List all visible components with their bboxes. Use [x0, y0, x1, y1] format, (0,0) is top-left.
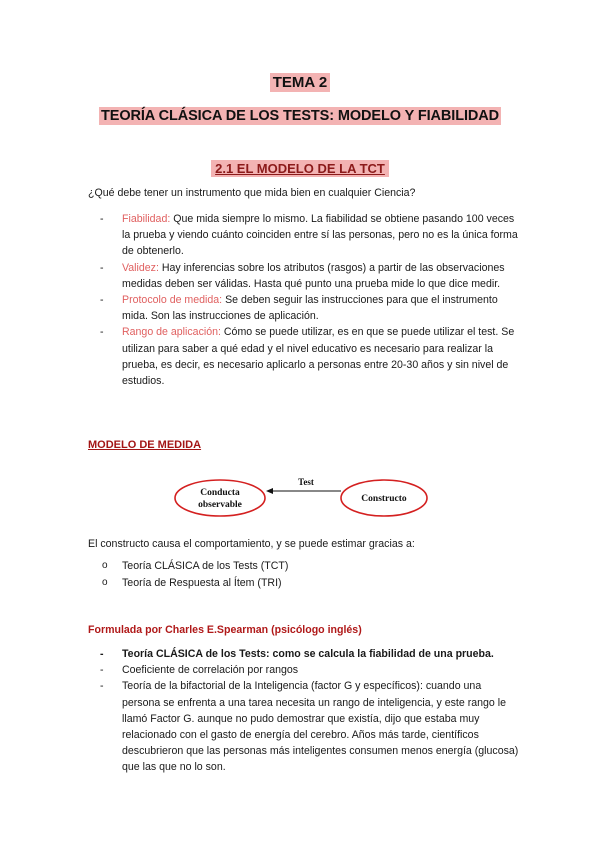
spearman-list: [100, 646, 520, 776]
requirements-list: [100, 211, 520, 389]
arrow-label: Test: [298, 477, 314, 487]
list-item: [100, 260, 520, 292]
left-node-line1: Conducta: [200, 488, 240, 498]
chapter-label: [0, 74, 600, 91]
list-item: o Teoría CLÁSICA de los Tests (TCT): [100, 558, 288, 575]
section-heading: [0, 161, 600, 176]
item-text: Hay inferencias sobre los atributos (rasgos) a partir de las observaciones medidas deben ser válidas. Hasta qué punto una prueba mide lo que dice medir.: [122, 261, 505, 290]
list-item: [100, 211, 520, 260]
list-item: o Teoría de Respuesta al Ítem (TRI): [100, 575, 288, 592]
list-item: - Teoría CLÁSICA de los Tests: como se calcula la fiabilidad de una prueba.: [100, 646, 520, 662]
spearman-heading: Formulada por Charles E.Spearman (psicólogo inglés): [88, 624, 362, 636]
item-term: Rango de aplicación:: [122, 326, 221, 339]
chapter-title-text: TEORÍA CLÁSICA DE LOS TESTS: MODELO Y FIABILIDAD: [101, 108, 499, 124]
list-item: - Coeficiente de correlación por rangos: [100, 662, 520, 678]
model-intro: El constructo causa el comportamiento, y se puede estimar gracias a:: [88, 538, 415, 550]
item-term: Fiabilidad:: [122, 213, 171, 225]
item-text: Que mida siempre lo mismo. La fiabilidad se obtiene pasando 100 veces la prueba y viendo cuánto coinciden entre sí las personas, pero no es la única forma de obtenerlo.: [122, 213, 518, 258]
item-text: Se deben seguir las instrucciones para que el instrumento mida. Son las instrucciones de aplicación.: [122, 294, 498, 323]
item-term: Protocolo de medida:: [122, 294, 223, 307]
list-item: [100, 324, 520, 389]
left-node-line2: observable: [198, 500, 242, 510]
subsection-heading: MODELO DE MEDIDA: [88, 439, 202, 451]
theory-options-list: [100, 558, 288, 591]
measurement-model-diagram: [172, 472, 432, 522]
right-node-label: Constructo: [361, 494, 407, 504]
item-text: Cómo se puede utilizar, es en que se puede utilizar el test. Se utilizan para saber a qué edad y el nivel educativo es necesario para realizar la prueba, es decir, es necesario aplicarlo a personas entre 20-30 años y sin nivel de estudios.: [122, 326, 515, 388]
section-question: ¿Qué debe tener un instrumento que mida bien en cualquier Ciencia?: [88, 187, 416, 199]
list-item: [100, 292, 520, 324]
chapter-label-text: TEMA 2: [270, 73, 330, 92]
chapter-title: [0, 108, 600, 124]
item-term: Validez:: [122, 261, 159, 274]
list-item: - Teoría de la bifactorial de la Inteligencia (factor G y específicos): cuando una persona se enfrenta a una tarea necesita un rango de inteligencia, y este rango le llamó Factor G. aunque no pudo demostrar que existía, dijo que estaba muy relacionado con el gasto de energía del cerebro. Años más tarde, científicos descubrieron que las personas más inteligentes consumen menos energía (glucosa) que las que no lo son.: [100, 678, 520, 775]
conducta-node: [175, 480, 265, 516]
section-heading-text: 2.1 EL MODELO DE LA TCT: [211, 160, 389, 177]
arrow-head: [266, 488, 273, 494]
